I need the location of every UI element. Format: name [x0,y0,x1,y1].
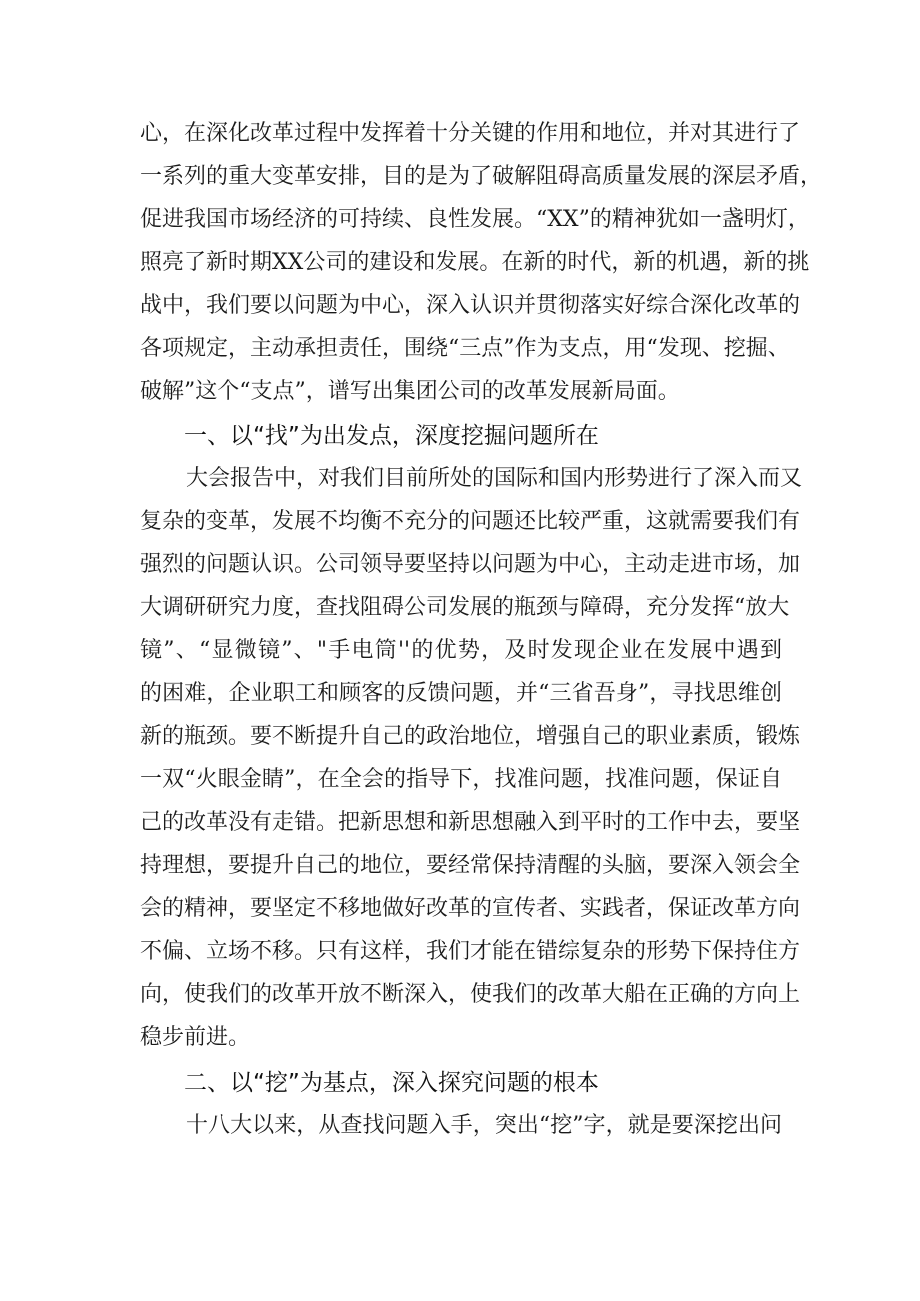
paragraph-1-line-6: 各项规定，主动承担责任，围绕“三点”作为支点，用“发现、挖掘、 [140,336,790,361]
paragraph-2-line-10: 持理想，要提升自己的地位，要经常保持清醒的头脑，要深入领会全 [140,853,801,878]
paragraph-2-line-5: 镜”、“显微镜”、"手电筒''的优势，及时发现企业在发展中遇到 [140,638,782,663]
paragraph-2-line-12: 不偏、立场不移。只有这样，我们才能在错综复杂的形势下保持住方 [140,939,801,964]
paragraph-1-line-1: 心，在深化改革过程中发挥着十分关键的作用和地位，并对其进行了 [140,121,801,146]
paragraph-1-line-2: 一系列的重大变革安排，目的是为了破解阻碍高质量发展的深层矛盾， [140,164,823,189]
paragraph-2-line-2: 复杂的变革，发展不均衡不充分的问题还比较严重，这就需要我们有 [140,509,801,534]
paragraph-2-line-13: 向，使我们的改革开放不断深入，使我们的改革大船在正确的方向上 [140,982,801,1007]
paragraph-2-line-14: 稳步前进。 [140,1025,251,1050]
paragraph-2-line-4: 大调研研究力度，查找阻碍公司发展的瓶颈与障碍，充分发挥“放大 [140,595,790,620]
paragraph-1-line-7: 破解”这个“支点”，谱写出集团公司的改革发展新局面。 [140,379,680,404]
paragraph-2-line-11: 会的精神，要坚定不移地做好改革的宣传者、实践者，保证改革方向 [140,896,801,921]
paragraph-3-line-1: 十八大以来，从查找问题入手，突出“挖”字，就是要深挖出问 [186,1113,782,1138]
paragraph-1-line-5: 战中，我们要以问题为中心，深入认识并贯彻落实好综合深化改革的 [140,293,801,318]
paragraph-1-line-3: 促进我国市场经济的可持续、良性发展。“XX”的精神犹如一盏明灯， [140,207,810,232]
paragraph-2-line-7: 新的瓶颈。要不断提升自己的政治地位，增强自己的职业素质，锻炼 [140,724,801,749]
paragraph-2-line-8: 一双“火眼金睛”，在全会的指导下，找准问题，找准问题，保证自 [140,767,782,792]
section-heading-2: 二、以“挖”为基点，深入探究问题的根本 [184,1070,599,1096]
paragraph-1-line-4: 照亮了新时期XX公司的建设和发展。在新的时代，新的机遇，新的挑 [140,250,810,275]
paragraph-2-line-9: 己的改革没有走错。把新思想和新思想融入到平时的工作中去，要坚 [140,810,801,835]
section-heading-1: 一、以“找”为出发点，深度挖掘问题所在 [184,423,599,449]
paragraph-2-line-6: 的困难，企业职工和顾客的反馈问题，并“三省吾身”，寻找思维创 [140,681,782,706]
paragraph-2-line-3: 强烈的问题认识。公司领导要坚持以问题为中心，主动走进市场，加 [140,552,801,577]
paragraph-2-line-1: 大会报告中，对我们目前所处的国际和国内形势进行了深入而又 [186,466,803,491]
